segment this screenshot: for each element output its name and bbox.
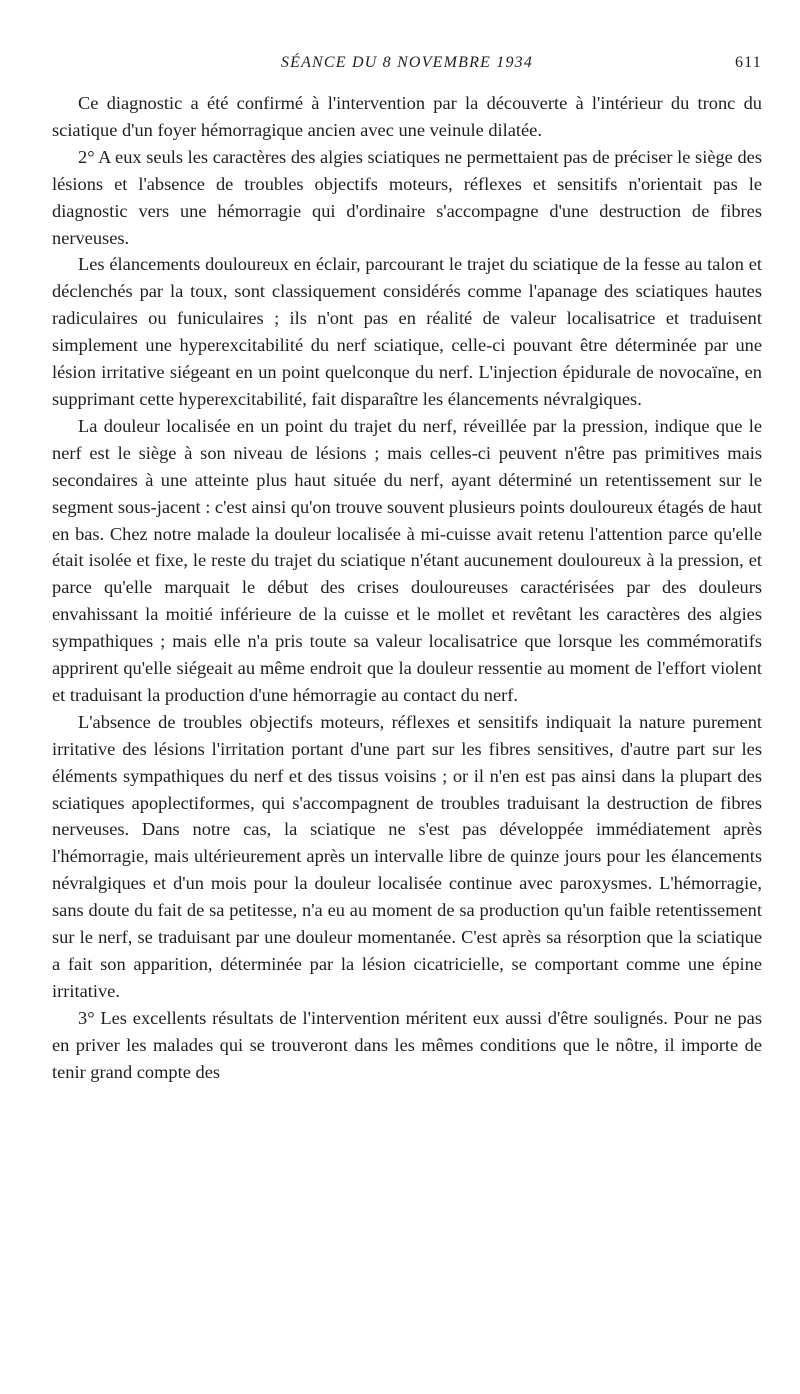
paragraph-elancements: Les élancements douloureux en éclair, parcourant le trajet du sciatique de la fesse au talon et déclenchés par la toux, sont classiquement considérés comme l'apanage des sciatiques hautes radiculaires ou funiculaires ; ils n'ont pas en réalité de valeur localisatrice et traduisent simplement une hyperexcitabilité du nerf sciatique, celle-ci pouvant être déterminée par une lésion irritative siégeant en un point quelconque du nerf. L'injection épidurale de novocaïne, en supprimant cette hyperexcitabilité, fait disparaître les élancements névralgiques. [52,254,762,409]
running-head [52,54,762,80]
paragraph-absence-troubles: L'absence de troubles objectifs moteurs, réflexes et sensitifs indiquait la nature purement irritative des lésions l'irritation portant d'une part sur les fibres sensitives, d'autre part sur les éléments sympathiques du nerf et des tissus voisins ; or il n'en est pas ainsi dans la plupart des sciatiques apoplectiformes, qui s'accompagnent de troubles traduisant la destruction de fibres nerveuses. Dans notre cas, la sciatique ne s'est pas développée immédiatement après l'hémorragie, mais ultérieurement après un intervalle libre de quinze jours pour les élancements névralgiques et d'un mois pour la douleur localisée continue avec paroxysmes. L'hémorragie, sans doute du fait de sa petitesse, n'a eu au moment de sa production qu'un faible retentissement sur le nerf, se traduisant par une douleur momentanée. C'est après sa résorption que la sciatique a fait son apparition, déterminée par la lésion cicatricielle, se comportant comme une épine irritative. [52,711,762,1001]
body-text [52,90,762,1086]
paragraph-diagnostic-confirmed: Ce diagnostic a été confirmé à l'intervention par la découverte à l'intérieur du tronc du sciatique d'un foyer hémorragique ancien avec une veinule dilatée. [52,93,762,140]
paragraph-point-2-algies: 2° A eux seuls les caractères des algies sciatiques ne permettaient pas de préciser le siège des lésions et l'absence de troubles objectifs moteurs, réflexes et sensitifs n'orientait pas le diagnostic vers une hémorragie qui d'ordinaire s'accompagne d'une destruction de fibres nerveuses. [52,146,762,248]
paragraph-douleur-localisee: La douleur localisée en un point du trajet du nerf, réveillée par la pression, indique que le nerf est le siège à son niveau de lésions ; mais celles-ci peuvent n'être pas primitives mais secondaires à une atteinte plus haut située du nerf, ayant déterminé un retentissement sur le segment sous-jacent : c'est ainsi qu'on trouve souvent plusieurs points douloureux étagés de haut en bas. Chez notre malade la douleur localisée à mi-cuisse avait retenu l'attention parce qu'elle était isolée et fixe, le reste du trajet du sciatique n'étant aucunement douloureux à la pression, et parce qu'elle marquait le début des crises douloureuses caractérisées par des douleurs envahissant la moitié inférieure de la cuisse et le mollet et revêtant les caractères des algies sympathiques ; mais elle n'a pris toute sa valeur localisatrice que lorsque les commémoratifs apprirent qu'elle siégeait au même endroit que la douleur ressentie au moment de l'effort violent et traduisant la production d'une hémorragie au contact du nerf. [52,415,762,705]
paragraph-point-3-resultats: 3° Les excellents résultats de l'intervention méritent eux aussi d'être soulignés. Pour ne pas en priver les malades qui se trouveront dans les mêmes conditions que le nôtre, il importe de tenir grand compte des [52,1007,762,1082]
page-number: 611 [734,54,762,71]
page [52,54,762,1086]
running-title: SÉANCE DU 8 NOVEMBRE 1934 [280,54,534,71]
